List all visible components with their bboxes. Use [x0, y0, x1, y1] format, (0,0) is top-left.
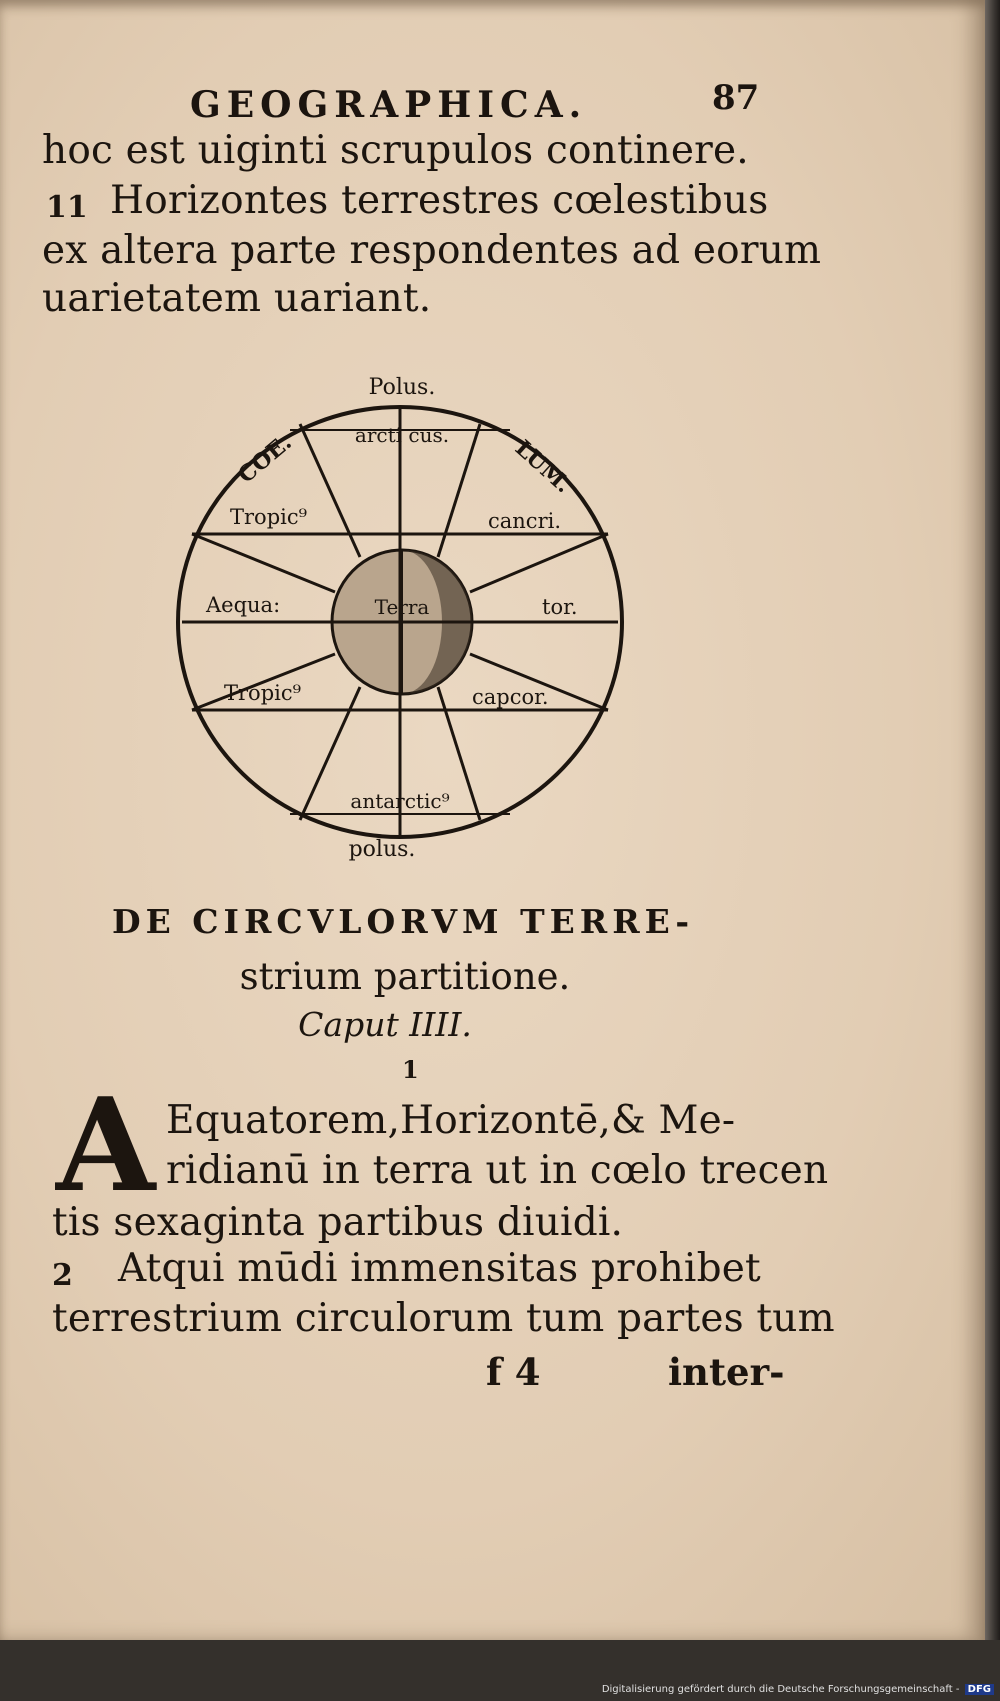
item-number-1: 1: [402, 1055, 419, 1084]
label-polus-top: Polus.: [368, 375, 436, 400]
label-lum: LUM.: [509, 435, 577, 499]
text-line-2: Horizontes terrestres cœlestibus: [110, 178, 769, 223]
body-line-4: Atqui mūdi immensitas prohibet: [118, 1246, 761, 1291]
body-line-3: tis sexaginta partibus diuidi.: [52, 1200, 624, 1245]
label-tropicus-2: Tropic⁹: [224, 681, 302, 705]
item-number-11: 11: [46, 190, 88, 225]
label-capcor: capcor.: [472, 685, 549, 709]
chapter-heading: DE CIRCVLORVM TERRE-: [112, 902, 695, 941]
page-number: 87: [712, 78, 760, 118]
signature-mark: f 4: [486, 1350, 541, 1394]
book-spine-edge: [985, 0, 1000, 1640]
running-head: GEOGRAPHICA.: [190, 84, 588, 126]
label-terra: Terra: [374, 595, 430, 619]
chapter-subheading: strium partitione.: [239, 955, 571, 998]
label-aequa: Aequa:: [206, 593, 281, 617]
label-tropicus-1: Tropic⁹: [230, 505, 308, 529]
dfg-logo: DFG: [965, 1684, 994, 1695]
label-coe: COE.: [233, 429, 297, 489]
drop-cap: A: [56, 1071, 156, 1221]
text-line-1: hoc est uiginti scrupulos continere.: [42, 128, 749, 173]
body-line-2: ridianū in terra ut in cœlo trecen: [166, 1148, 829, 1193]
item-number-2: 2: [52, 1258, 73, 1293]
digitization-credit: [602, 1684, 994, 1695]
label-tor: tor.: [542, 595, 578, 619]
label-arcticus: arcti cus.: [354, 423, 450, 447]
chapter-number: Caput IIII.: [298, 1005, 472, 1044]
label-antarcticus: antarctic⁹: [350, 789, 450, 813]
text-line-4: uarietatem uariant.: [42, 276, 432, 321]
label-polus-bottom: polus.: [348, 837, 416, 862]
catchword: inter-: [668, 1350, 785, 1394]
body-line-5: terrestrium circulorum tum partes tum: [52, 1296, 835, 1341]
credit-text: Digitalisierung gefördert durch die Deutsche Forschungsgemeinschaft -: [601, 1684, 960, 1695]
label-cancri: cancri.: [488, 509, 561, 533]
celestial-sphere-diagram: [170, 372, 630, 882]
text-line-3: ex altera parte respondentes ad eorum: [42, 228, 822, 273]
body-line-1: Equatorem,Horizontē,& Me-: [166, 1098, 736, 1143]
